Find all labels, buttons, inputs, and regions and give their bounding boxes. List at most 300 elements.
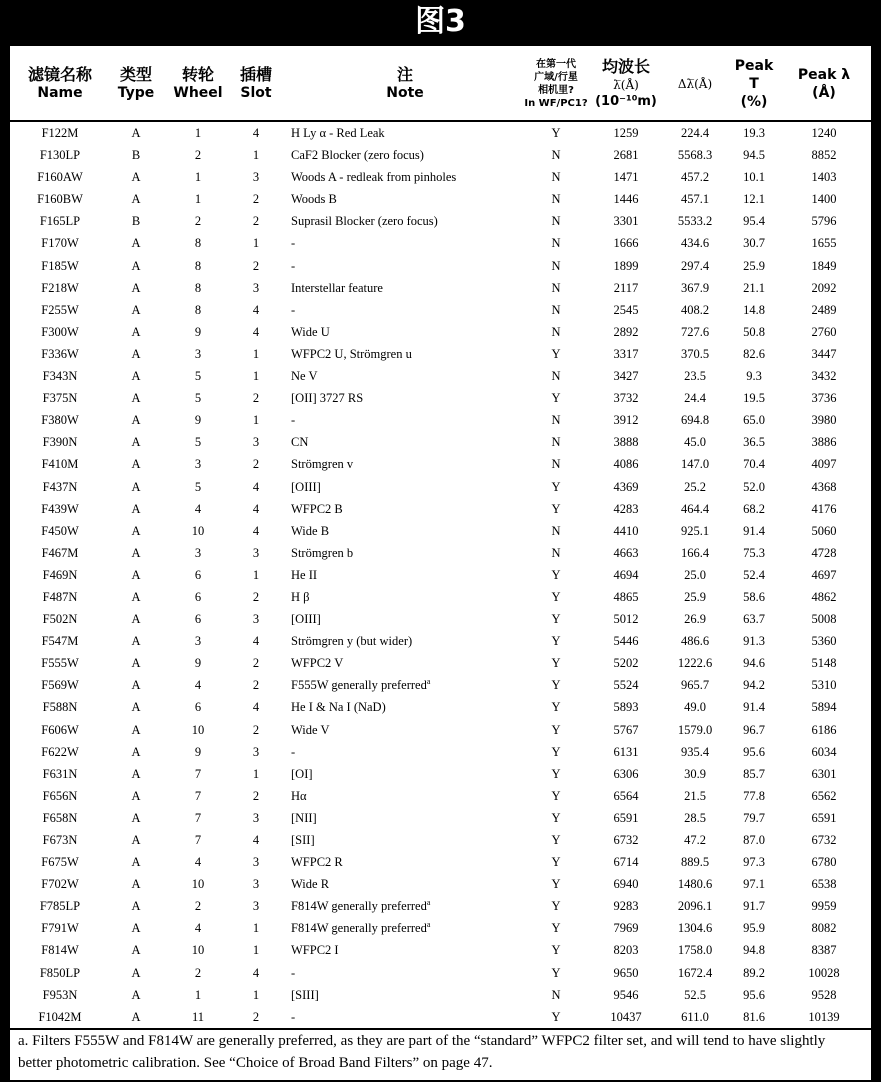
table-row [10, 741, 871, 763]
cell-peak-t: 95.6 [743, 744, 765, 759]
cell-peak-lambda: 1655 [811, 236, 837, 251]
cell-wfpc1: Y [551, 899, 561, 914]
cell-name: F569W [41, 678, 79, 693]
cell-peak-t: 89.2 [743, 965, 765, 980]
cell-note: Strömgren y (but wider) [291, 634, 413, 649]
cell-delta-wavelength: 30.9 [684, 766, 706, 781]
cell-name: F814W [41, 943, 79, 958]
cell-type: A [131, 501, 141, 516]
cell-note: - [291, 258, 296, 273]
table-row [10, 984, 871, 1006]
cell-delta-wavelength: 25.0 [684, 567, 706, 582]
cell-slot: 4 [252, 501, 260, 516]
cell-slot: 3 [252, 855, 260, 870]
cell-delta-wavelength: 727.6 [680, 324, 710, 339]
cell-mean-wavelength: 2681 [613, 148, 639, 163]
cell-mean-wavelength: 6306 [613, 766, 639, 781]
cell-slot: 2 [252, 258, 260, 273]
cell-type: A [131, 280, 141, 295]
cell-peak-t: 95.4 [743, 214, 765, 229]
cell-peak-t: 9.3 [746, 369, 762, 384]
cell-note: Ne V [291, 369, 318, 384]
cell-type: A [131, 634, 141, 649]
cell-mean-wavelength: 5893 [613, 700, 639, 715]
cell-type: A [131, 589, 141, 604]
cell-wheel: 3 [194, 634, 202, 649]
table-row [10, 188, 871, 210]
cell-name: F502N [42, 612, 78, 627]
cell-delta-wavelength: 52.5 [684, 987, 706, 1002]
cell-wheel: 7 [194, 788, 202, 803]
cell-peak-lambda: 5796 [811, 214, 837, 229]
cell-slot: 4 [252, 523, 260, 538]
cell-note: F814W generally preferred$^a$ [291, 898, 431, 914]
cell-name: F675W [41, 855, 79, 870]
cell-delta-wavelength: 935.4 [680, 744, 710, 759]
cell-type: A [131, 656, 141, 671]
cell-wfpc1: N [551, 258, 561, 273]
cell-wheel: 1 [194, 126, 202, 140]
cell-wfpc1: Y [551, 877, 561, 892]
cell-peak-t: 77.8 [743, 788, 765, 803]
cell-note: He II [291, 567, 318, 582]
cell-mean-wavelength: 3888 [613, 435, 639, 450]
cell-name: F487N [42, 589, 78, 604]
cell-delta-wavelength: 25.2 [684, 479, 706, 494]
cell-wfpc1: Y [551, 391, 561, 406]
cell-slot: 1 [252, 943, 260, 958]
cell-delta-wavelength: 694.8 [680, 413, 710, 428]
cell-wheel: 1 [194, 192, 202, 207]
cell-wheel: 9 [194, 744, 202, 759]
cell-note: Wide U [291, 324, 330, 339]
cell-name: F467M [41, 545, 79, 560]
cell-peak-lambda: 8082 [811, 921, 837, 936]
cell-slot: 2 [252, 678, 260, 693]
cell-peak-t: 94.6 [743, 656, 765, 671]
cell-note: F555W generally preferred$^a$ [291, 677, 431, 693]
cell-slot: 1 [252, 766, 260, 781]
cell-peak-t: 85.7 [743, 766, 765, 781]
cell-slot: 3 [252, 877, 260, 892]
cell-wfpc1: N [551, 302, 561, 317]
cell-type: A [131, 766, 141, 781]
cell-wheel: 5 [194, 369, 202, 384]
cell-wfpc1: N [551, 987, 561, 1002]
cell-peak-t: 36.5 [743, 435, 765, 450]
cell-note: Strömgren b [291, 545, 354, 560]
cell-peak-lambda: 2489 [811, 302, 837, 317]
cell-name: F588N [42, 700, 78, 715]
cell-slot: 4 [252, 833, 260, 847]
cell-note: [OIII] [291, 612, 321, 627]
cell-type: A [131, 324, 141, 339]
cell-wheel: 7 [194, 766, 202, 781]
cell-type: A [131, 435, 141, 450]
cell-name: F255W [41, 302, 79, 317]
cell-name: F380W [41, 413, 79, 428]
cell-wfpc1: N [551, 170, 561, 185]
cell-peak-t: 94.8 [743, 943, 765, 958]
cell-peak-lambda: 6732 [811, 833, 837, 847]
cell-peak-t: 70.4 [743, 457, 765, 472]
cell-slot: 1 [252, 346, 260, 361]
cell-mean-wavelength: 3427 [613, 369, 639, 384]
cell-name: F375N [42, 391, 78, 406]
cell-peak-t: 52.0 [743, 479, 765, 494]
cell-type: A [131, 479, 141, 494]
cell-slot: 4 [252, 700, 260, 715]
cell-peak-lambda: 1240 [811, 126, 837, 140]
cell-wfpc1: Y [551, 346, 561, 361]
table-row [10, 630, 871, 652]
cell-wheel: 8 [194, 302, 202, 317]
header-mean-wavelength: 均波长 λ̅(Å) (10⁻¹⁰m) [595, 57, 657, 109]
cell-mean-wavelength: 6732 [613, 833, 639, 847]
table-row [10, 851, 871, 873]
cell-wheel: 5 [194, 391, 202, 406]
cell-mean-wavelength: 1446 [613, 192, 639, 207]
cell-name: F450W [41, 523, 79, 538]
cell-name: F702W [41, 877, 79, 892]
cell-peak-lambda: 4697 [811, 567, 837, 582]
cell-delta-wavelength: 1222.6 [677, 656, 713, 671]
cell-mean-wavelength: 7969 [613, 921, 639, 936]
cell-mean-wavelength: 6131 [613, 744, 639, 759]
cell-peak-t: 75.3 [743, 545, 765, 560]
cell-wheel: 10 [191, 523, 205, 538]
cell-name: F160BW [37, 192, 83, 207]
cell-peak-t: 10.1 [743, 170, 765, 185]
header-wfpc1: 在第一代 广域/行星 相机里? In WF/PC1? [524, 59, 588, 109]
cell-wheel: 8 [194, 258, 202, 273]
cell-mean-wavelength: 4410 [613, 523, 639, 538]
cell-wheel: 7 [194, 833, 202, 847]
cell-slot: 1 [252, 987, 260, 1002]
cell-note: WFPC2 I [291, 943, 339, 958]
cell-wfpc1: Y [551, 766, 561, 781]
cell-peak-t: 19.5 [743, 391, 765, 406]
cell-type: A [131, 744, 141, 759]
cell-wheel: 6 [194, 567, 202, 582]
cell-name: F218W [41, 280, 79, 295]
cell-slot: 1 [252, 148, 260, 163]
cell-mean-wavelength: 2545 [613, 302, 639, 317]
cell-note: [SIII] [291, 987, 319, 1002]
cell-peak-lambda: 10028 [808, 965, 840, 980]
cell-wheel: 3 [194, 545, 202, 560]
cell-note: [NII] [291, 810, 317, 825]
cell-delta-wavelength: 26.9 [684, 612, 706, 627]
table-row [10, 409, 871, 431]
cell-wheel: 10 [191, 943, 205, 958]
cell-peak-lambda: 4862 [811, 589, 837, 604]
table-row [10, 807, 871, 829]
cell-peak-t: 91.7 [743, 899, 765, 914]
cell-wfpc1: Y [551, 678, 561, 693]
header-delta-wavelength: Δλ̅(Å) [677, 77, 713, 91]
cell-peak-t: 95.6 [743, 987, 765, 1002]
cell-delta-wavelength: 464.4 [680, 501, 710, 516]
cell-slot: 2 [252, 214, 260, 229]
cell-peak-lambda: 6034 [811, 744, 837, 759]
cell-wfpc1: Y [551, 700, 561, 715]
cell-type: A [131, 567, 141, 582]
cell-peak-t: 12.1 [743, 192, 765, 207]
cell-slot: 2 [252, 788, 260, 803]
cell-peak-t: 96.7 [743, 722, 765, 737]
cell-name: F185W [41, 258, 79, 273]
cell-peak-t: 91.4 [743, 700, 765, 715]
cell-peak-lambda: 3980 [811, 413, 837, 428]
cell-peak-t: 21.1 [743, 280, 765, 295]
cell-slot: 4 [252, 634, 260, 649]
table-row [10, 387, 871, 409]
cell-mean-wavelength: 3317 [613, 346, 639, 361]
cell-wheel: 1 [194, 987, 202, 1002]
cell-type: A [131, 788, 141, 803]
cell-peak-t: 52.4 [743, 567, 765, 582]
cell-name: F656N [42, 788, 78, 803]
cell-peak-lambda: 2760 [811, 324, 837, 339]
cell-peak-lambda: 3736 [811, 391, 837, 406]
cell-wheel: 5 [194, 435, 202, 450]
cell-type: A [131, 545, 141, 560]
cell-wfpc1: Y [551, 1009, 561, 1024]
table-row [10, 763, 871, 785]
cell-delta-wavelength: 1579.0 [677, 722, 713, 737]
cell-wfpc1: N [551, 148, 561, 163]
cell-type: A [131, 899, 141, 914]
cell-type: A [131, 391, 141, 406]
cell-note: H β [291, 589, 310, 604]
cell-wfpc1: Y [551, 501, 561, 516]
cell-delta-wavelength: 1758.0 [677, 943, 713, 958]
cell-delta-wavelength: 24.4 [684, 391, 706, 406]
table-row [10, 144, 871, 166]
cell-note: He I & Na I (NaD) [291, 700, 386, 715]
cell-slot: 4 [252, 324, 260, 339]
cell-peak-t: 14.8 [743, 302, 765, 317]
cell-name: F439W [41, 501, 79, 516]
cell-mean-wavelength: 6564 [613, 788, 639, 803]
cell-note: - [291, 744, 296, 759]
cell-mean-wavelength: 1259 [613, 126, 639, 140]
cell-peak-lambda: 3886 [811, 435, 837, 450]
cell-peak-t: 68.2 [743, 501, 765, 516]
cell-mean-wavelength: 3301 [613, 214, 639, 229]
cell-mean-wavelength: 5446 [613, 634, 639, 649]
cell-peak-t: 50.8 [743, 324, 765, 339]
cell-wheel: 10 [191, 722, 205, 737]
cell-peak-t: 65.0 [743, 413, 765, 428]
cell-mean-wavelength: 5767 [613, 722, 639, 737]
cell-mean-wavelength: 4086 [613, 457, 639, 472]
cell-type: A [131, 810, 141, 825]
table-row [10, 674, 871, 696]
cell-delta-wavelength: 925.1 [680, 523, 710, 538]
cell-name: F170W [41, 236, 79, 251]
cell-type: A [131, 126, 141, 140]
table-row [10, 586, 871, 608]
cell-note: - [291, 413, 296, 428]
table-row [10, 785, 871, 807]
cell-name: F469N [42, 567, 78, 582]
table-row [10, 321, 871, 343]
cell-delta-wavelength: 370.5 [680, 346, 710, 361]
cell-note: Wide B [291, 523, 330, 538]
cell-type: A [131, 678, 141, 693]
cell-mean-wavelength: 1471 [613, 170, 639, 185]
cell-name: F547M [41, 634, 79, 649]
cell-wheel: 3 [194, 346, 202, 361]
cell-note: Suprasil Blocker (zero focus) [291, 214, 438, 229]
cell-mean-wavelength: 5202 [613, 656, 639, 671]
cell-mean-wavelength: 1666 [613, 236, 639, 251]
cell-peak-t: 63.7 [743, 612, 765, 627]
cell-mean-wavelength: 3732 [613, 391, 639, 406]
cell-delta-wavelength: 47.2 [684, 833, 706, 847]
cell-slot: 4 [252, 479, 260, 494]
header-note: 注 Note [386, 65, 424, 101]
cell-peak-lambda: 1849 [811, 258, 837, 273]
cell-type: A [131, 369, 141, 384]
cell-name: F343N [42, 369, 78, 384]
cell-slot: 2 [252, 1009, 260, 1024]
cell-wfpc1: Y [551, 855, 561, 870]
cell-note: CaF2 Blocker (zero focus) [291, 148, 424, 163]
table-row [10, 122, 871, 144]
cell-delta-wavelength: 224.4 [680, 126, 710, 140]
cell-delta-wavelength: 2096.1 [677, 899, 713, 914]
cell-peak-lambda: 4097 [811, 457, 837, 472]
cell-peak-t: 81.6 [743, 1009, 765, 1024]
cell-wheel: 2 [194, 965, 202, 980]
cell-type: A [131, 833, 141, 847]
cell-name: F606W [41, 722, 79, 737]
table-row [10, 895, 871, 917]
cell-type: A [131, 457, 141, 472]
cell-wheel: 9 [194, 656, 202, 671]
cell-delta-wavelength: 23.5 [684, 369, 706, 384]
cell-type: A [131, 965, 141, 980]
cell-wfpc1: Y [551, 656, 561, 671]
cell-name: F785LP [39, 899, 81, 914]
cell-type: A [131, 943, 141, 958]
table-row [10, 652, 871, 674]
table-row [10, 520, 871, 542]
cell-mean-wavelength: 9650 [613, 965, 639, 980]
cell-type: A [131, 236, 141, 251]
cell-wfpc1: Y [551, 126, 561, 140]
cell-peak-lambda: 4728 [811, 545, 837, 560]
cell-note: WFPC2 B [291, 501, 343, 516]
cell-wheel: 4 [194, 501, 202, 516]
cell-mean-wavelength: 4865 [613, 589, 639, 604]
cell-slot: 3 [252, 810, 260, 825]
cell-note: - [291, 965, 296, 980]
cell-type: A [131, 192, 141, 207]
cell-note: [OI] [291, 766, 313, 781]
cell-name: F631N [42, 766, 78, 781]
cell-delta-wavelength: 457.1 [680, 192, 710, 207]
cell-note: WFPC2 V [291, 656, 344, 671]
cell-name: F1042M [38, 1009, 82, 1024]
cell-type: A [131, 877, 141, 892]
cell-note: - [291, 302, 296, 317]
cell-slot: 1 [252, 413, 260, 428]
header-slot: 插槽 Slot [239, 65, 272, 101]
filter-table [10, 122, 871, 1030]
cell-peak-lambda: 10139 [808, 1009, 840, 1024]
cell-note: Strömgren v [291, 457, 354, 472]
cell-wfpc1: N [551, 214, 561, 229]
cell-peak-lambda: 5310 [811, 678, 837, 693]
cell-mean-wavelength: 4369 [613, 479, 639, 494]
cell-name: F437N [42, 479, 78, 494]
table-row [10, 608, 871, 630]
cell-peak-t: 91.3 [743, 634, 765, 649]
cell-note: WFPC2 R [291, 855, 343, 870]
cell-type: A [131, 855, 141, 870]
cell-mean-wavelength: 2892 [613, 324, 639, 339]
cell-peak-lambda: 5360 [811, 634, 837, 649]
cell-slot: 2 [252, 656, 260, 671]
cell-name: F791W [41, 921, 79, 936]
cell-note: WFPC2 U, Strömgren u [291, 346, 412, 361]
cell-type: A [131, 258, 141, 273]
cell-name: F555W [41, 656, 79, 671]
cell-wheel: 4 [194, 855, 202, 870]
cell-mean-wavelength: 9283 [613, 899, 639, 914]
cell-type: A [131, 523, 141, 538]
cell-wfpc1: Y [551, 965, 561, 980]
cell-wheel: 4 [194, 921, 202, 936]
cell-mean-wavelength: 6591 [613, 810, 639, 825]
cell-mean-wavelength: 4663 [613, 545, 639, 560]
cell-slot: 3 [252, 435, 260, 450]
cell-wfpc1: Y [551, 722, 561, 737]
cell-note: - [291, 236, 296, 251]
table-row [10, 873, 871, 895]
table-row [10, 696, 871, 718]
cell-name: F130LP [39, 148, 81, 163]
cell-mean-wavelength: 5012 [613, 612, 639, 627]
cell-wfpc1: N [551, 457, 561, 472]
cell-peak-t: 30.7 [743, 236, 765, 251]
cell-peak-lambda: 9528 [811, 987, 837, 1002]
cell-mean-wavelength: 6940 [613, 877, 639, 892]
cell-type: B [131, 148, 141, 163]
table-row [10, 829, 871, 851]
cell-peak-lambda: 6591 [811, 810, 837, 825]
cell-note: Wide V [291, 722, 330, 737]
cell-wfpc1: Y [551, 943, 561, 958]
cell-note: Hα [291, 788, 307, 803]
cell-wfpc1: N [551, 523, 561, 538]
cell-note: H Ly α - Red Leak [291, 126, 385, 140]
cell-peak-lambda: 6186 [811, 722, 837, 737]
cell-slot: 3 [252, 744, 260, 759]
cell-note: [SII] [291, 833, 315, 847]
cell-slot: 2 [252, 391, 260, 406]
cell-note: Wide R [291, 877, 330, 892]
cell-wheel: 1 [194, 170, 202, 185]
cell-wheel: 9 [194, 324, 202, 339]
cell-note: CN [291, 435, 309, 450]
cell-wfpc1: Y [551, 810, 561, 825]
cell-slot: 2 [252, 192, 260, 207]
